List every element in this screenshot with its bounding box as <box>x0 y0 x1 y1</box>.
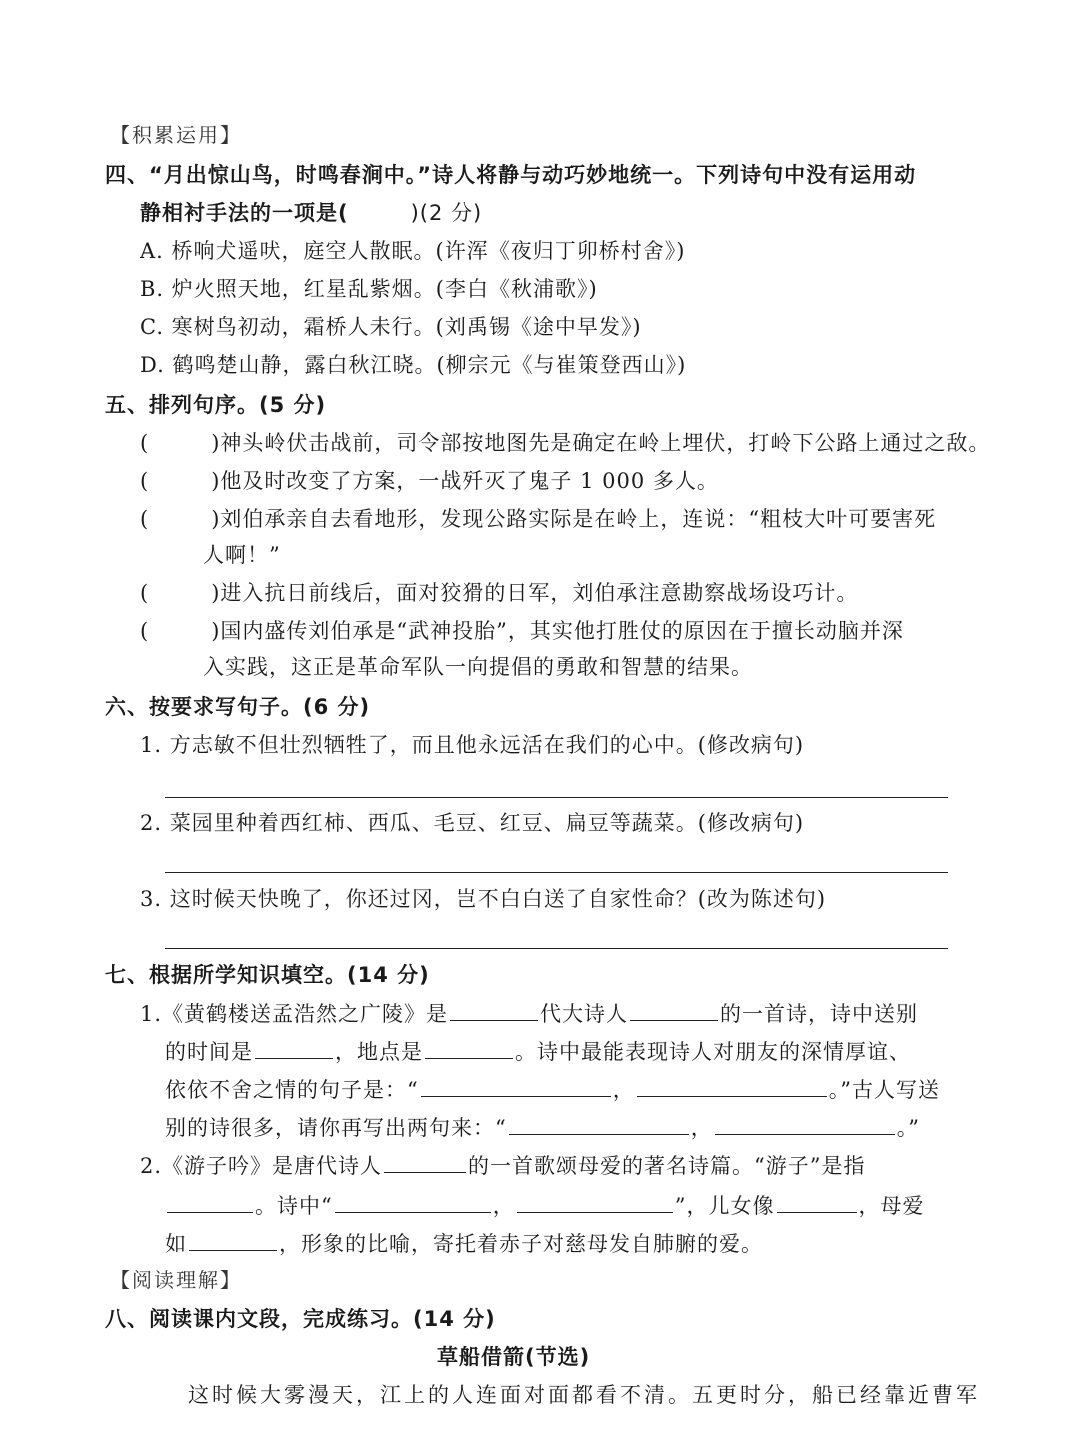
q7-text: ”，儿女像 <box>674 1194 775 1218</box>
q7-text: ， <box>612 1078 635 1102</box>
q7-text: 代大诗人 <box>540 1002 629 1026</box>
q4-option-b: B. 炉火照天地，红星乱紫烟。(李白《秋浦歌》) <box>140 277 598 301</box>
q5-open-paren: ( <box>140 469 150 493</box>
q6-item-2: 2. 菜园里种着西红柿、西瓜、毛豆、红豆、扁豆等蔬菜。(修改病句) <box>140 811 805 835</box>
q7-text: 。”古人写送 <box>828 1078 940 1102</box>
q7-text: 1.《黄鹤楼送孟浩然之广陵》是 <box>140 1002 449 1026</box>
q7-text: 的时间是 <box>165 1040 253 1064</box>
section-reading: 【阅读理解】 <box>110 1268 242 1292</box>
q7-line-7 <box>165 1228 763 1259</box>
q7-line-6 <box>165 1190 925 1221</box>
q7-line-1 <box>140 998 918 1029</box>
passage-title: 草船借箭(节选) <box>437 1345 591 1369</box>
q4-stem-line2 <box>140 198 482 228</box>
q6-answer-line-1[interactable] <box>165 797 948 798</box>
q7-blank-poem-2[interactable] <box>517 1190 673 1213</box>
q7-text: 别的诗很多，请你再写出两句来：“ <box>165 1116 507 1140</box>
q7-blank-verse-2[interactable] <box>637 1074 827 1097</box>
q8-stem: 八、阅读课内文段，完成练习。(14 分) <box>105 1307 496 1331</box>
q7-blank-dynasty[interactable] <box>450 998 538 1021</box>
q6-stem: 六、按要求写句子。(6 分) <box>105 695 371 719</box>
q4-stem-text: 静相衬手法的一项是( <box>140 201 349 225</box>
q7-text: ， <box>690 1116 713 1140</box>
q5-item-3-cont: 人啊！” <box>203 543 281 567</box>
q7-text: 的一首诗，诗中送别 <box>720 1002 919 1026</box>
q4-stem-line1: 四、“月出惊山鸟，时鸣春涧中。”诗人将静与动巧妙地统一。下列诗句中没有运用动 <box>105 163 917 187</box>
q5-item-4 <box>140 578 858 608</box>
q5-open-paren: ( <box>140 619 150 643</box>
q7-line-4 <box>165 1112 920 1143</box>
q6-item-1: 1. 方志敏不但壮烈牺牲了，而且他永远活在我们的心中。(修改病句) <box>140 733 805 757</box>
q7-text: ，母爱 <box>858 1194 925 1218</box>
q7-blank-mother-love[interactable] <box>189 1228 277 1251</box>
q6-answer-line-2[interactable] <box>165 872 948 873</box>
q7-text: 的一首歌颂母爱的著名诗篇。“游子”是指 <box>468 1154 866 1178</box>
q5-open-paren: ( <box>140 507 150 531</box>
q5-item-2 <box>140 466 719 496</box>
passage-text: 这时候大雾漫天，江上的人连面对面都看不清。五更时分，船已经靠近曹军 <box>188 1383 980 1407</box>
q7-line-2 <box>165 1036 911 1067</box>
q7-blank-place[interactable] <box>425 1036 513 1059</box>
q5-item-text: )神头岭伏击战前，司令部按地图先是确定在岭上埋伏，打岭下公路上通过之敌。 <box>211 431 991 455</box>
q7-text: 。诗中最能表现诗人对朋友的深情厚谊、 <box>515 1040 911 1064</box>
q7-stem: 七、根据所学知识填空。(14 分) <box>105 963 430 987</box>
q4-option-a: A. 桥响犬遥吠，庭空人散眠。(许浑《夜归丁卯桥村舍》) <box>140 239 686 263</box>
q5-item-text: )国内盛传刘伯承是“武神投胎”，其实他打胜仗的原因在于擅长动脑并深 <box>211 619 904 643</box>
q5-item-5-cont: 入实践，这正是革命军队一向提倡的勇敢和智慧的结果。 <box>203 655 753 679</box>
q5-item-text: )他及时改变了方案，一战歼灭了鬼子 1 000 多人。 <box>211 469 719 493</box>
q7-blank-children[interactable] <box>777 1190 857 1213</box>
q7-line-3 <box>165 1074 940 1105</box>
q7-text: 依依不舍之情的句子是：“ <box>165 1078 419 1102</box>
q7-blank-time[interactable] <box>255 1036 333 1059</box>
q7-blank-extra-2[interactable] <box>715 1112 895 1135</box>
q7-blank-poet[interactable] <box>630 998 718 1021</box>
q5-item-1 <box>140 428 990 458</box>
q7-blank-poem-1[interactable] <box>335 1190 491 1213</box>
q6-item-3: 3. 这时候天快晚了，你还过冈，岂不白白送了自家性命？(改为陈述句) <box>140 887 827 911</box>
q7-text: ， <box>492 1194 515 1218</box>
q7-text: 2.《游子吟》是唐代诗人 <box>140 1154 383 1178</box>
q7-blank-meng-jiao[interactable] <box>384 1150 466 1173</box>
q5-open-paren: ( <box>140 581 150 605</box>
section-accumulate: 【积累运用】 <box>110 123 242 147</box>
q5-open-paren: ( <box>140 431 150 455</box>
q7-text: 。” <box>896 1116 920 1140</box>
q7-text: 如 <box>165 1232 187 1256</box>
q7-text: ，地点是 <box>335 1040 423 1064</box>
q5-item-text: )刘伯承亲自去看地形，发现公路实际是在岭上，连说：“粗枝大叶可要害死 <box>211 507 937 531</box>
q7-line-5 <box>140 1150 866 1181</box>
q7-blank-extra-1[interactable] <box>509 1112 689 1135</box>
q7-text: ，形象的比喻，寄托着赤子对慈母发自肺腑的爱。 <box>279 1232 763 1256</box>
q7-blank-youzi[interactable] <box>167 1190 253 1213</box>
q7-blank-verse-1[interactable] <box>421 1074 611 1097</box>
q6-answer-line-3[interactable] <box>165 948 948 949</box>
q5-item-text: )进入抗日前线后，面对狡猾的日军，刘伯承注意勘察战场设巧计。 <box>211 581 859 605</box>
q7-text: 。诗中“ <box>255 1194 333 1218</box>
q4-option-d: D. 鹤鸣楚山静，露白秋江晓。(柳宗元《与崔策登西山》) <box>140 353 687 377</box>
q5-item-3 <box>140 504 936 534</box>
q4-option-c: C. 寒树鸟初动，霜桥人未行。(刘禹锡《途中早发》) <box>140 315 642 339</box>
q4-points: )(2 分) <box>410 201 483 225</box>
q5-stem: 五、排列句序。(5 分) <box>105 393 327 417</box>
q5-item-5 <box>140 616 904 646</box>
